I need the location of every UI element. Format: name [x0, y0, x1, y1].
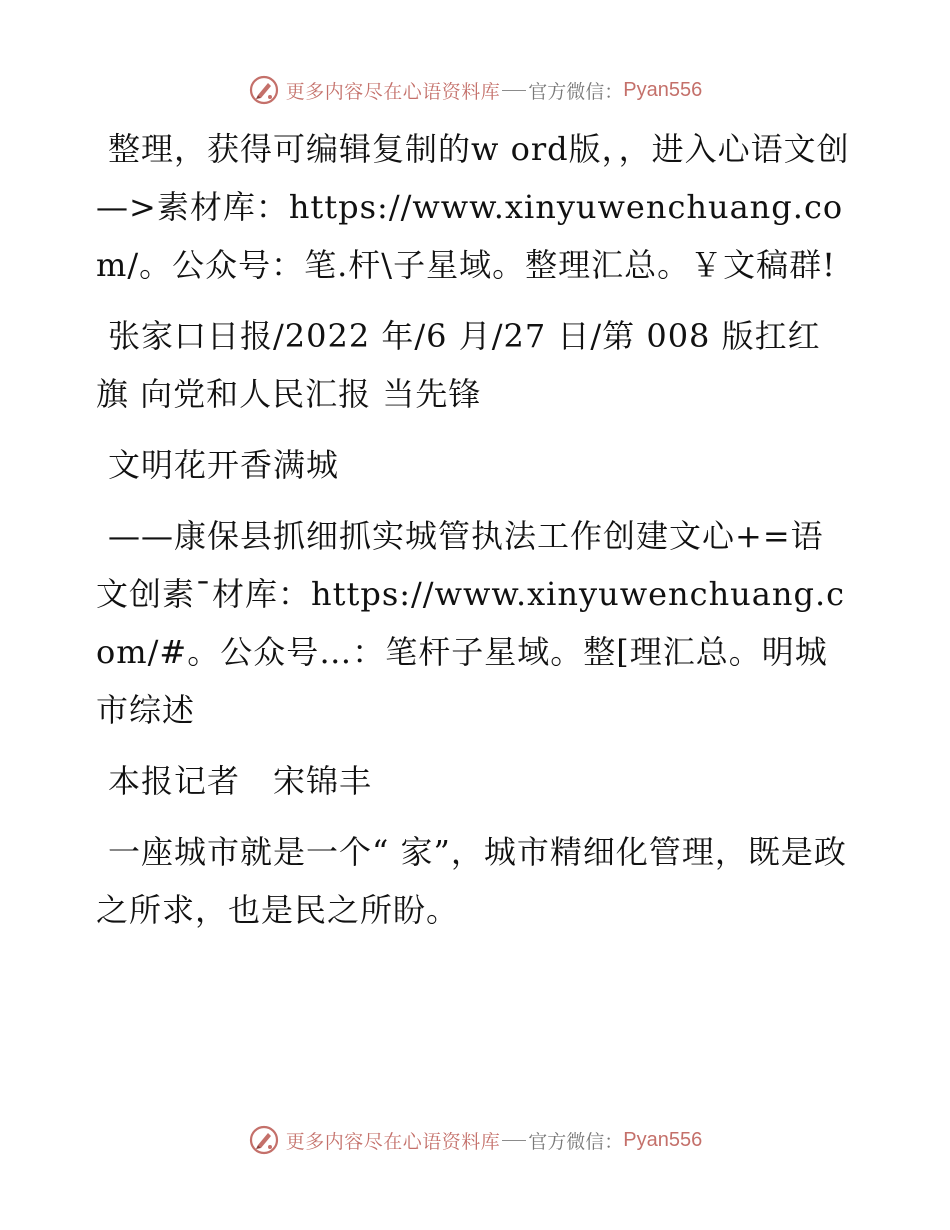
paragraph-byline: 本报记者 宋锦丰 — [108, 762, 373, 800]
paragraph-intro: 整理，获得可编辑复制的w ord版，，进入心语文创—>素材库：https://www.xinyuwenchuang.com/。公众号：笔.杆\子星域。整理汇总。￥文稿群! — [96, 130, 850, 284]
paragraph-title: 文明花开香满城 — [108, 446, 340, 484]
footer-wechat-label: 官方微信： — [528, 1130, 624, 1153]
paragraph-subtitle: ——康保县抓细抓实城管执法工作创建文心+=语文创素¯材库：https://www.xinyuwenchuang.com/#。公众号…：笔杆子星域。整[理汇总。明城市综述 — [96, 517, 846, 729]
footer-wechat-id: Pyan556 — [623, 1128, 703, 1151]
footer-brand-text: 更多内容尽在心语资料库 — [285, 1130, 501, 1153]
header-separator — [502, 90, 526, 91]
document-body — [96, 120, 852, 952]
header-wechat-id: Pyan556 — [623, 78, 703, 101]
paragraph-lead: 一座城市就是一个“ 家”，城市精细化管理，既是政之所求，也是民之所盼。 — [96, 833, 847, 929]
header-brand-text: 更多内容尽在心语资料库 — [285, 80, 501, 103]
footer-banner — [0, 1120, 950, 1160]
paragraph-source: 张家口日报/2022 年/6 月/27 日/第 008 版扛红旗 向党和人民汇报 当先锋 — [96, 317, 821, 413]
pen-logo-icon — [248, 1124, 280, 1156]
header-banner — [0, 70, 950, 110]
footer-separator — [502, 1140, 526, 1141]
pen-logo-icon — [248, 74, 280, 106]
header-wechat-label: 官方微信： — [528, 80, 624, 103]
